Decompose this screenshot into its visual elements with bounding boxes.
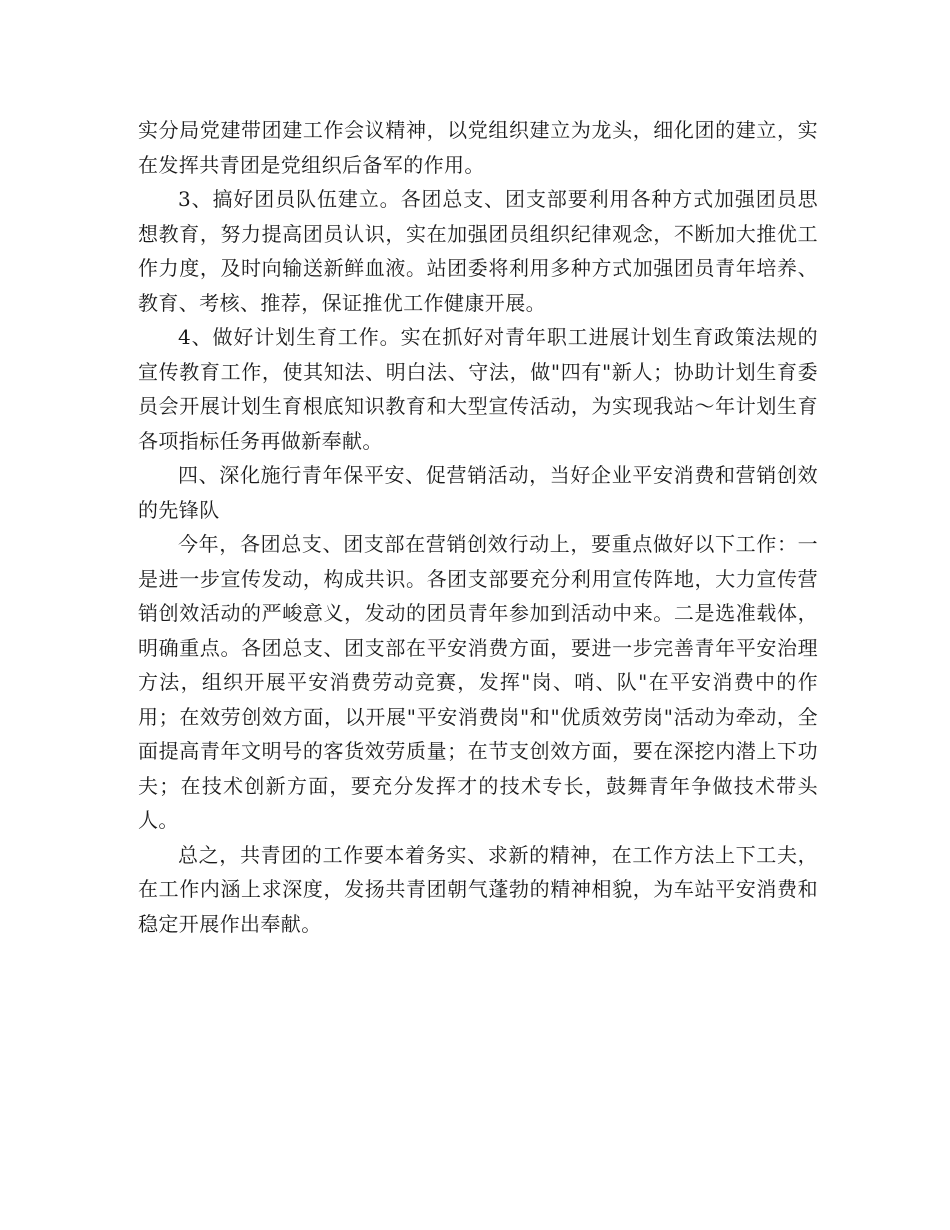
paragraph-team-building: 3、搞好团员队伍建立。各团总支、团支部要利用各种方式加强团员思想教育，努力提高团员认识，实在加强团员组织纪律观念，不断加大推优工作力度，及时向输送新鲜血液。站团委将利用多种方式加强团员青年培养、教育、考核、推荐，保证推优工作健康开展。 [138,187,818,315]
paragraph-continuation: 实分局党建带团建工作会议精神，以党组织建立为龙头，细化团的建立，实在发挥共青团是党组织后备军的作用。 [138,118,818,177]
paragraph-conclusion: 总之，共青团的工作要本着务实、求新的精神，在工作方法上下工夫，在工作内涵上求深度，发扬共青团朝气蓬勃的精神相貌，为车站平安消费和稳定开展作出奉献。 [138,842,818,936]
section-heading-four: 四、深化施行青年保平安、促营销活动，当好企业平安消费和营销创效的先锋队 [138,463,818,522]
paragraph-family-planning: 4、做好计划生育工作。实在抓好对青年职工进展计划生育政策法规的宣传教育工作，使其知法、明白法、守法，做"四有"新人；协助计划生育委员会开展计划生育根底知识教育和大型宣传活动，为实现我站～年计划生育各项指标任务再做新奉献。 [138,325,818,453]
document-body [138,113,818,941]
paragraph-marketing: 今年，各团总支、团支部在营销创效行动上，要重点做好以下工作：一是进一步宣传发动，构成共识。各团支部要充分利用宣传阵地，大力宣传营销创效活动的严峻意义，发动的团员青年参加到活动中来。二是选准载体，明确重点。各团总支、团支部在平安消费方面，要进一步完善青年平安治理方法，组织开展平安消费劳动竞赛，发挥"岗、哨、队"在平安消费中的作用；在效劳创效方面，以开展"平安消费岗"和"优质效劳岗"活动为牵动，全面提高青年文明号的客货效劳质量；在节支创效方面，要在深挖内潜上下功夫；在技术创新方面，要充分发挥才的技术专长，鼓舞青年争做技术带头人。 [138,532,818,832]
